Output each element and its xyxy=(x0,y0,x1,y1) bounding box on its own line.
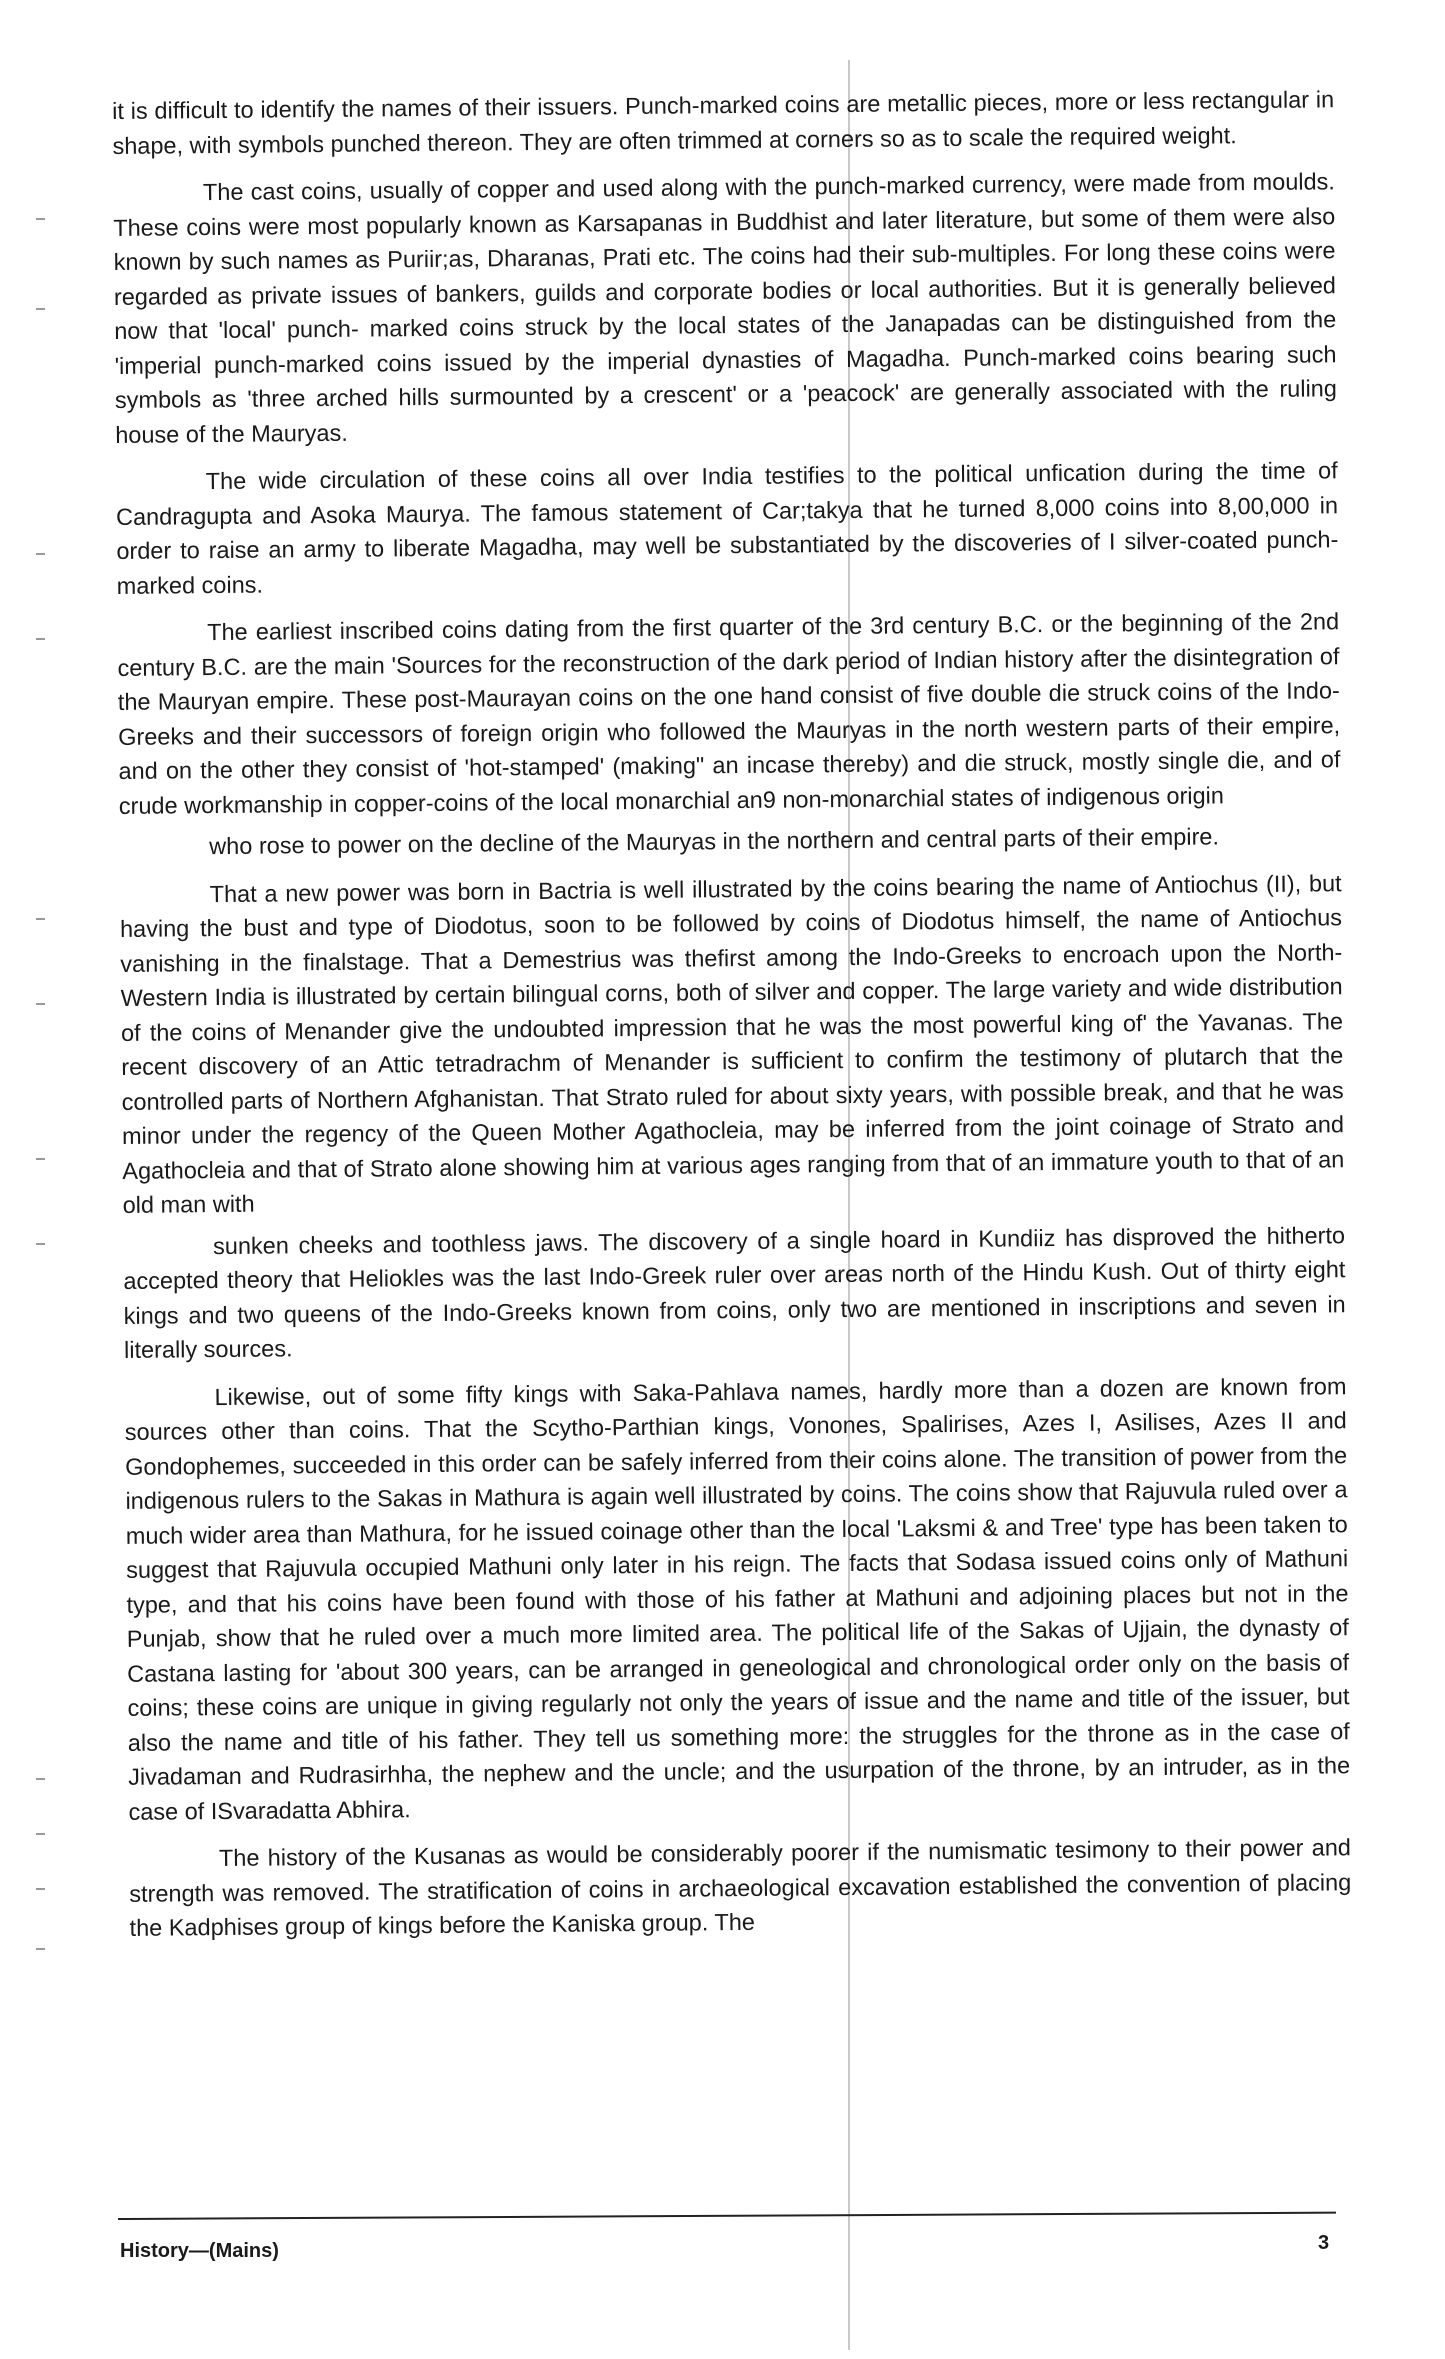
paragraph: sunken cheeks and toothless jaws. The discovery of a single hoard in Kundiiz has disproved the hitherto accepted theory that Heliokles was the last Indo-Greek ruler over areas north of the Hindu Kush. Out of thirty eight kings and two queens of the Indo-Greeks known from coins, only two are mentioned in inscriptions and seven in literally sources. xyxy=(123,1221,1346,1363)
page-body xyxy=(112,82,1352,1958)
paragraph: The cast coins, usually of copper and used along with the punch-marked currency, were made from moulds. These coins were most popularly known as Karsapanas in Buddhist and later literature, but some of them were also known by such names as Puriir;as, Dharanas, Prati etc. The coins had their sub-multiples. For long these coins were regarded as private issues of bankers, guilds and corporate bodies or local authorities. But it is generally believed now that 'local' punch- marked coins struck by the local states of the Janapadas can be distinguished from the 'imperial punch-marked coins issued by the imperial dynasties of Magadha. Punch-marked coins bearing such symbols as 'three arched hills surmounted by a crescent' or a 'peacock' are generally associated with the ruling house of the Mauryas. xyxy=(113,168,1338,448)
margin-mark xyxy=(36,218,45,220)
margin-mark xyxy=(36,1833,45,1835)
margin-mark xyxy=(36,638,45,640)
margin-mark xyxy=(36,553,45,555)
paragraph: The history of the Kusanas as would be considerably poorer if the numismatic tesimony to their power and strength was removed. The stratification of coins in archaeological excavation established the convention of placing the Kadphises group of kings before the Kaniska group. The xyxy=(129,1834,1352,1941)
margin-mark xyxy=(36,308,45,310)
paragraph: That a new power was born in Bactria is well illustrated by the coins bearing the name of Antiochus (II), but having the bust and type of Diodotus, soon to be followed by coins of Diodotus himself, the name of Antiochus vanishing in the finalstage. That a Demestrius was thefirst among the Indo-Greeks to encroach upon the North-Western India is illustrated by certain bilingual corns, both of silver and copper. The large variety and wide distribution of the coins of Menander give the undoubted impression that he was the most powerful king of' the Yavanas. The recent discovery of an Attic tetradrachm of Menander is sufficient to confirm the testimony of plutarch that the controlled parts of Northern Afghanistan. That Strato ruled for about sixty years, with possible break, and that he was minor under the regency of the Queen Mother Agathocleia, may be inferred from the joint coinage of Strato and Agathocleia and that of Strato alone showing him at various ages ranging from that of an immature youth to that of an old man with xyxy=(119,869,1345,1218)
paragraph: who rose to power on the decline of the Mauryas in the northern and central parts of their empire. xyxy=(209,823,1220,860)
paragraph: Likewise, out of some fifty kings with Saka-Pahlava names, hardly more than a dozen are known from sources other than coins. That the Scytho-Parthian kings, Vonones, Spalirises, Azes I, Asilises, Azes II and Gondophemes, succeeded in this order can be safely inferred from their coins alone. The transition of power from the indigenous rulers to the Sakas in Mathura is again well illustrated by coins. The coins show that Rajuvula ruled over a much wider area than Mathura, for he issued coinage other than the local 'Laksmi & and Tree' type has been taken to suggest that Rajuvula occupied Mathuni only later in his reign. The facts that Sodasa issued coins only of Mathuni type, and that his coins have been found with those of his father at Mathuni and adjoining places but not in the Punjab, show that he ruled over a much more limited area. The political life of the Sakas of Ujjain, the dynasty of Castana lasting for 'about 300 years, can be arranged in geneological and chronological order only on the basis of coins; these coins are unique in giving regularly not only the years of issue and the name and title of the issuer, but also the name and title of his father. They tell us something more: the struggles for the throne as in the case of Jivadaman and Rudrasirhha, the nephew and the uncle; and the usurpation of the throne, by an intruder, as in the case of ISvaradatta Abhira. xyxy=(124,1372,1351,1825)
margin-mark xyxy=(36,1888,45,1890)
margin-mark xyxy=(36,1003,45,1005)
paragraph: it is difficult to identify the names of their issuers. Punch-marked coins are metallic pieces, more or less rectangular in shape, with symbols punched thereon. They are often trimmed at corners so as to scale the required weight. xyxy=(112,86,1335,159)
paragraph: The wide circulation of these coins all over India testifies to the political unfication during the time of Candragupta and Asoka Maurya. The famous statement of Car;takya that he turned 8,000 coins into 8,00,000 in order to raise an army to liberate Magadha, may well be substantiated by the discoveries of I silver-coated punch-marked coins. xyxy=(115,457,1339,599)
margin-mark xyxy=(36,918,45,920)
paragraph: The earliest inscribed coins dating from the first quarter of the 3rd century B.C. or the beginning of the 2nd century B.C. are the main 'Sources for the reconstruction of the dark period of Indian history after the disintegration of the Mauryan empire. These post-Maurayan coins on the one hand consist of five double die struck coins of the Indo-Greeks and their successors of foreign origin who followed the Mauryas in the north western parts of their empire, and on the other they consist of 'hot-stamped' (making" an incase thereby) and die struck, mostly single die, and of crude workmanship in copper-coins of the local monarchial an9 non-monarchial states of indigenous origin xyxy=(117,608,1341,819)
page-number: 3 xyxy=(1318,2232,1330,2254)
margin-mark xyxy=(36,1948,45,1950)
running-footer: History—(Mains) xyxy=(120,2240,279,2262)
footer-rule xyxy=(118,2212,1336,2220)
margin-mark xyxy=(36,1158,45,1160)
margin-mark xyxy=(36,1778,45,1780)
margin-mark xyxy=(36,1243,45,1245)
